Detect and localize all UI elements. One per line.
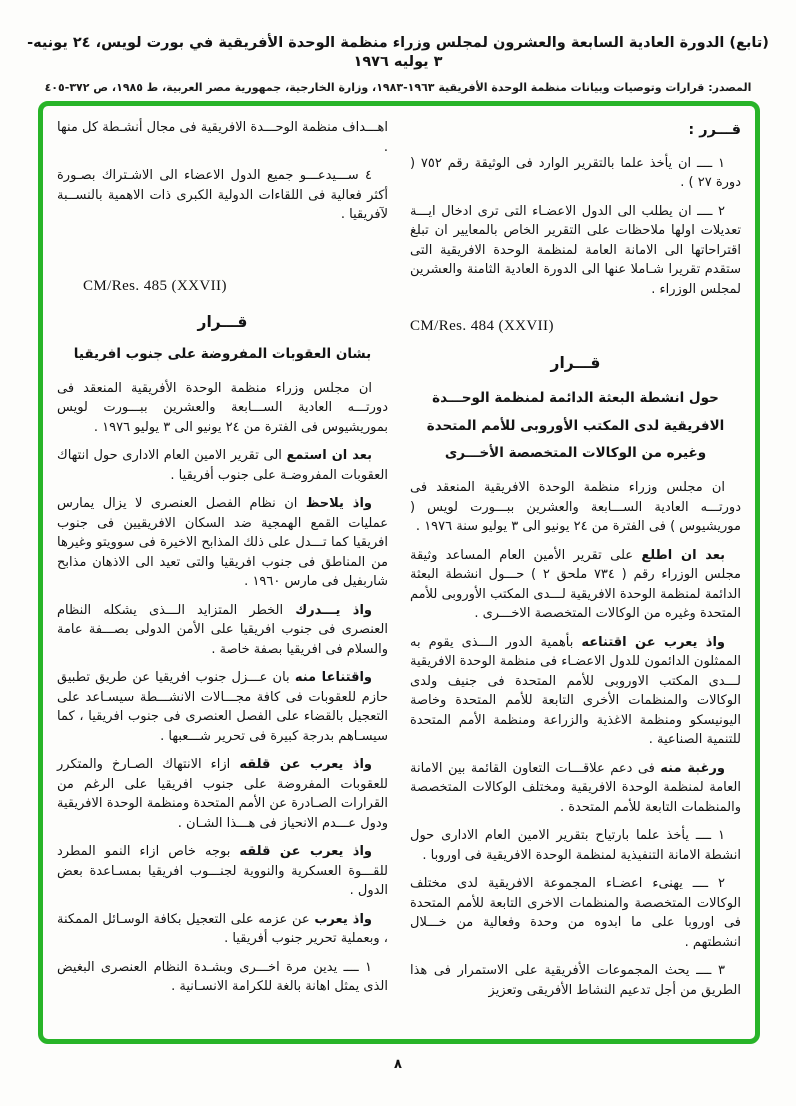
resolution-title-line-2: الافريقية لدى المكتب الأوروبى للأمم المتحدة — [426, 417, 725, 434]
paragraph-lead: ورغبة منه — [660, 760, 725, 776]
column-left — [57, 118, 388, 1029]
paragraph-text: ازاء الانتهاك الصـارخ والمتكرر للعقوبات المفروضة على جنوب افريقيا على الرغم من القرارات الصـادرة عن الأمم المتحدة ومنظمة الوحدة الافريقية ودول عـــدم الانحياز فى هـــذا الشـان . — [57, 757, 388, 831]
two-column-layout — [57, 118, 741, 1029]
paragraph-text: ان مجلس وزراء منظمة الوحدة الأفريقية المنعقد فى دورتـــه العادية الســـابعة والعشرين ببـــورت لويس بموريشيوس فى الفترة من ٢٤ يونيو الى ٣ يوليو ١٩٧٦ . — [57, 380, 388, 435]
paragraph-text: ٣ ــــ يحث المجموعات الأفريقية على الاستمرار فى هذا الطريق من أجل تدعيم النشاط الأفريقى وتعزيز — [410, 963, 741, 998]
paragraph-lead: واذ يعرب — [314, 911, 373, 927]
decided-item-2: ٢ ــــ ان يطلب الى الدول الاعضـاء التى ترى ادخال ايـــة تعديلات اولها ملاحظات على التقرير الخاص بالمعايير ان تبلغ اقتراحاتها الى الامانة العامة لمنظمة الوحدة الافريقية التى ستقدم تقريرا شـاملا عنها الى الدورة العادية الثامنة والعشرين لمجلس الوزراء . — [410, 203, 741, 297]
numbered-item-4: ٤ ســـيدعـــو جميع الدول الاعضاء الى الاشـتراك بصـورة أكثر فعالية فى اللقاءات الدولية الكبرى ذات الاهمية بالنســبة لآفريقيا . — [57, 168, 388, 222]
resolution-title-line-3: وغيره من الوكالات المتخصصة الأخـــرى — [444, 445, 707, 462]
paragraph — [57, 494, 388, 592]
paragraph-text: على تقرير الأمين العام المساعد وثيقة مجلس الوزراء رقم ( ٧٣٤ ملحق ٢ ) حـــول انشطة البعثة الدائمة لمنظمة الوحدة الافريقية لـــدى المكتب الأوروبى للأمم المتحدة وغيره من الوكالات المتخصصة الاخـــرى . — [410, 547, 741, 622]
decided-heading: قـــرر : — [688, 122, 741, 138]
paragraph — [410, 546, 741, 624]
page-number: ٨ — [394, 1057, 402, 1072]
paragraph-text: ان نظام الفصل العنصرى لا يزال يمارس عمليات القمع الهمجية ضد السكان الافريقيين فى جنوب افريقيا كما تـــدل على ذلك المذابح الاخيرة فى سوويتو وغيرها من المناطق فى جنوب افريقيا والتى تعيد الى الاذهان مذابح شاربفيل فى مارس ١٩٦٠ . — [57, 496, 388, 589]
paragraph — [57, 446, 388, 485]
numbered-item-1-left — [57, 958, 388, 997]
numbered-item-3 — [410, 961, 741, 1000]
numbered-item-2 — [410, 874, 741, 952]
paragraph — [410, 759, 741, 818]
resolution-title-484 — [410, 385, 741, 468]
paragraph — [410, 478, 741, 537]
paragraph-text: الى تقرير الامين العام الادارى حول انتهاك العقوبات المفروضـة على جنوب أفريقيا . — [57, 448, 388, 483]
paragraph — [57, 755, 388, 833]
paragraph-text: بان عـــزل جنوب افريقيا عن طريق تطبيق حازم للعقوبات فى كافة مجـــالات الانشـــطة سيسـاعد على التعجيل بالقضاء على الفصل العنصرى فى جنوب افريقيا ، كما سيسـاهم بدرجة كبيرة فى تحرير شـــعبها . — [57, 670, 388, 744]
paragraph — [57, 842, 388, 901]
page-footer — [0, 1053, 796, 1072]
paragraph-lead: بعد ان استمع — [286, 448, 372, 463]
paragraph-text: عن عزمه على التعجيل بكافة الوسـائل الممكنة ، وبعملية تحرير جنوب أفريقيا . — [57, 911, 388, 946]
resolution-label-485: قـــرار — [197, 313, 248, 331]
paragraph-text: ١ ــــ يدين مرة اخـــرى وبشـدة النظام العنصرى البغيض الذى يمثل اهانة بالغة للكرامة الانسـانية . — [57, 959, 388, 994]
paragraph-text: ١ ــــ يأخذ علما بارتياح بتقرير الامين العام الادارى حول انشطة الامانة التنفيذية لمنظمة الوحدة الافريقية فى اوروبا . — [410, 828, 741, 863]
paragraph-lead: واقتناعا منه — [294, 670, 372, 685]
paragraph-lead: واذ يعرب عن قلقه — [239, 757, 372, 772]
paragraph-lead: واذ يعرب عن اقتناعه — [581, 634, 725, 650]
page-header — [24, 34, 772, 94]
doc-ref-cm-res-484: CM/Res. 484 (XXVII) — [410, 318, 554, 335]
resolution-title-485: بشان العقوبات المفروضة على جنوب افريقيا — [73, 346, 372, 363]
paragraph-lead: بعد ان اطلع — [641, 547, 725, 563]
paragraph-lead: واذ يلاحظ — [305, 496, 372, 511]
column-right — [410, 118, 741, 1029]
paragraph — [57, 379, 388, 438]
doc-ref-cm-res-485: CM/Res. 485 (XXVII) — [83, 277, 227, 294]
paragraph — [57, 910, 388, 949]
numbered-item-1 — [410, 826, 741, 865]
paragraph-text: ان مجلس وزراء منظمة الوحدة الافريقية المنعقد فى دورتـــه العادية الســـابعة والعشرين ببـــورت لويس ( موريشيوس ) فى الفترة من ٢٤ يونيو الى ٣ يوليو سنة ١٩٧٦ . — [410, 480, 741, 535]
resolution-label-484: قـــرار — [550, 353, 601, 372]
paragraph-text: بوجه خاص ازاء النمو المطرد للقـــوة العسكرية والنووية لجنـــوب افريقيا بمسـاعدة بعض الدول . — [57, 844, 388, 898]
paragraph-lead: واذ يـــدرك — [295, 602, 372, 618]
paragraph-text: ٢ ــــ يهنىء اعضـاء المجموعة الافريقية لدى مختلف الوكالات المتخصصة والمنظمات الاخرى التابعة للأمم المتحدة فى اوروبا على ما ابدوه من وحدة وفعالية من خـــلال انشطتهم . — [410, 876, 741, 950]
paragraph-text: الخطر المتزايد الـــذى يشكله النظام العنصرى فى جنوب افريقيا على الأمن الدولى بصـــفة عامة والسلام فى افريقيا بصفة خاصة . — [57, 602, 388, 657]
paragraph — [57, 668, 388, 746]
green-border-frame — [38, 101, 760, 1044]
header-session-title: (تابع) الدورة العادية السابعة والعشرون لمجلس وزراء منظمة الوحدة الأفريقية في بورت لويس، ٢٤ يونيه- ٣ يوليه ١٩٧٦ — [27, 35, 769, 70]
paragraph — [57, 601, 388, 660]
paragraph-lead: واذ يعرب عن قلقه — [239, 844, 372, 859]
resolution-title-line-1: حول انشطة البعثة الدائمة لمنظمة الوحـــدة — [432, 390, 719, 406]
paragraph-text: فى دعم علاقـــات التعاون القائمة بين الامانة العامة لمنظمة الوحدة الافريقية ومختلف الوكالات المتخصصة والمنظمات التابعة للأمم المتحدة . — [410, 760, 741, 815]
continuation-paragraph: اهـــداف منظمة الوحـــدة الافريقية فى مجال أنشـطة كل منها . — [57, 120, 388, 155]
header-source-line: المصدر: قرارات وتوصيات وبيانات منظمة الوحدة الأفريقية ١٩٦٣-١٩٨٣، وزارة الخارجية، جمهورية مصر العربية، ط ١٩٨٥، ص ٣٧٢-٤٠٥ — [44, 80, 752, 94]
paragraph-text: بأهمية الدور الـــذى يقوم به الممثلون الدائمون للدول الاعضـاء فى منظمة الوحدة الافريقية لـــدى المكتب الاوروبى للأمم المتحدة فى جنيف ولدى الوكالات والمنظمات الأخرى التابعة للأمم المتحدة وخاصة اليونيسكو ومنظمة الاغذية والزراعة ومنظمة الأمم المتحدة للتنمية الصناعية . — [410, 634, 741, 748]
decided-item-1: ١ ــــ ان يأخذ علما بالتقرير الوارد فى الوثيقة رقم ٧٥٢ ( دورة ٢٧ ) . — [410, 155, 741, 191]
paragraph — [410, 633, 741, 750]
